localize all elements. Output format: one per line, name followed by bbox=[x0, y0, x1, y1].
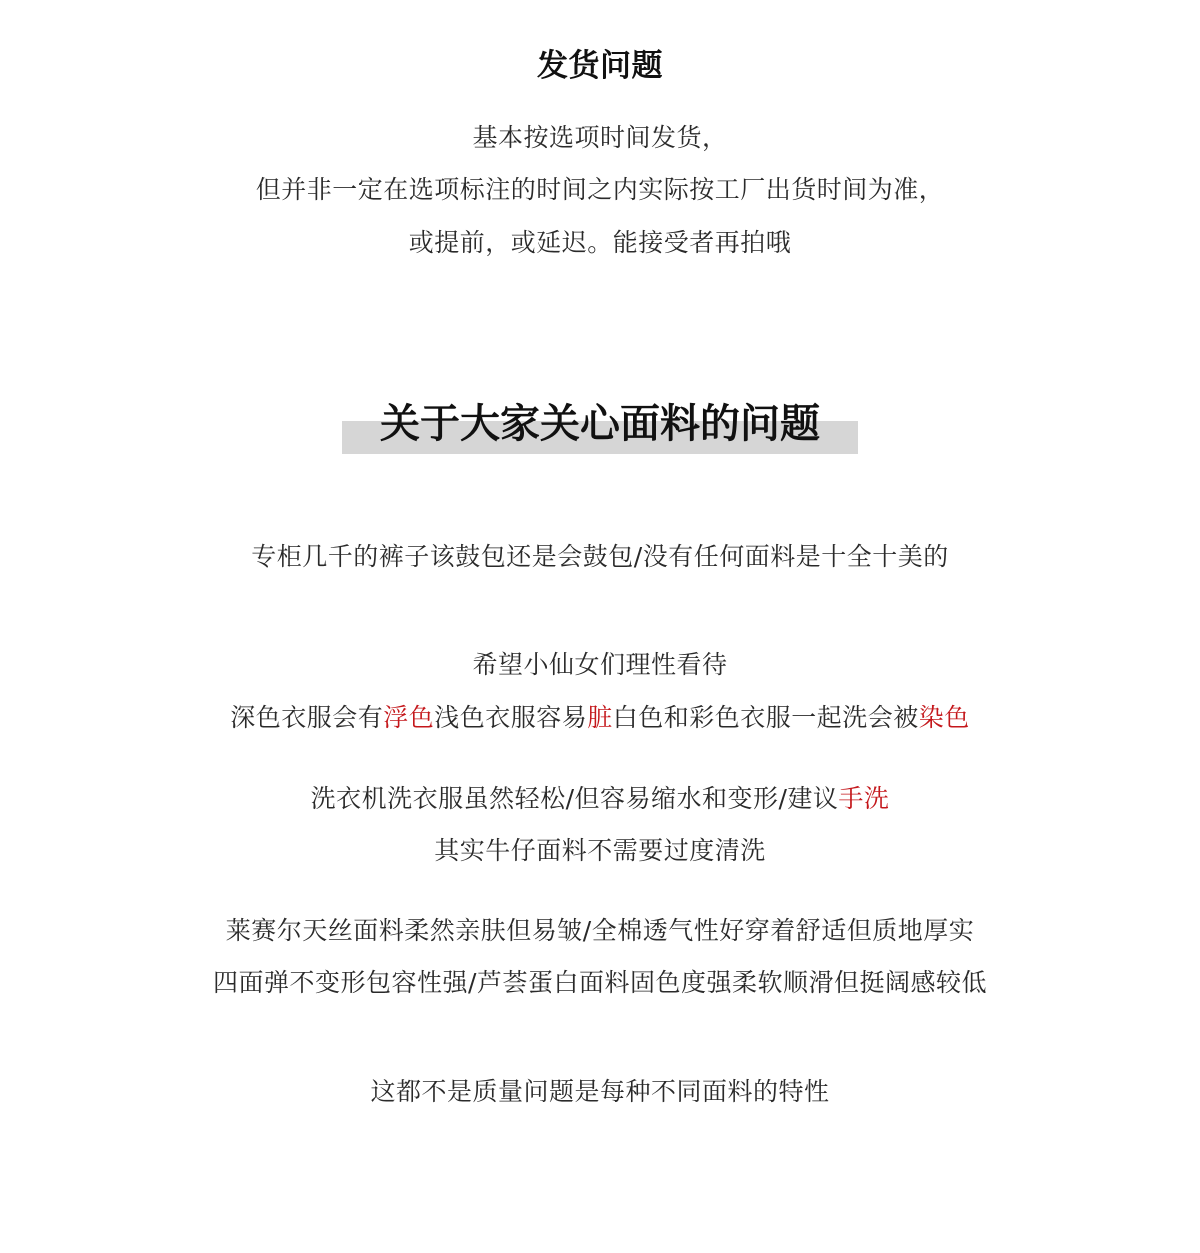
fabric-line-3 bbox=[0, 701, 1200, 735]
fabric-line-3-text-3: 白色和彩色衣服一起洗会被 bbox=[612, 703, 919, 732]
highlight-dyed: 染色 bbox=[918, 703, 970, 732]
fabric-line-6: 莱赛尔天丝面料柔然亲肤但易皱/全棉透气性好穿着舒适但质地厚实 bbox=[225, 916, 975, 945]
highlight-hand-wash: 手洗 bbox=[838, 784, 890, 813]
shipping-line-3: 或提前，或延迟。能接受者再拍哦 bbox=[408, 228, 792, 257]
fabric-title: 关于大家关心面料的问题 bbox=[380, 401, 820, 447]
fabric-line-7: 四面弹不变形包容性强/芦荟蛋白面料固色度强柔软顺滑但挺阔感较低 bbox=[213, 968, 987, 997]
highlight-floating-color: 浮色 bbox=[383, 703, 435, 732]
highlight-dirty: 脏 bbox=[587, 703, 613, 732]
shipping-line-2: 但并非一定在选项标注的时间之内实际按工厂出货时间为准， bbox=[255, 175, 945, 204]
fabric-line-3-text-2: 浅色衣服容易 bbox=[434, 703, 588, 732]
fabric-line-2: 希望小仙女们理性看待 bbox=[472, 650, 728, 679]
fabric-line-3-text-1: 深色衣服会有 bbox=[230, 703, 384, 732]
shipping-line-1: 基本按选项时间发货， bbox=[472, 123, 728, 152]
fabric-line-1: 专柜几千的裤子该鼓包还是会鼓包/没有任何面料是十全十美的 bbox=[251, 542, 949, 571]
fabric-line-4 bbox=[0, 782, 1200, 816]
fabric-line-5: 其实牛仔面料不需要过度清洗 bbox=[434, 836, 766, 865]
shipping-title: 发货问题 bbox=[537, 48, 663, 84]
fabric-line-4-text-1: 洗衣机洗衣服虽然轻松/但容易缩水和变形/建议 bbox=[310, 784, 839, 813]
fabric-line-8: 这都不是质量问题是每种不同面料的特性 bbox=[370, 1077, 830, 1106]
